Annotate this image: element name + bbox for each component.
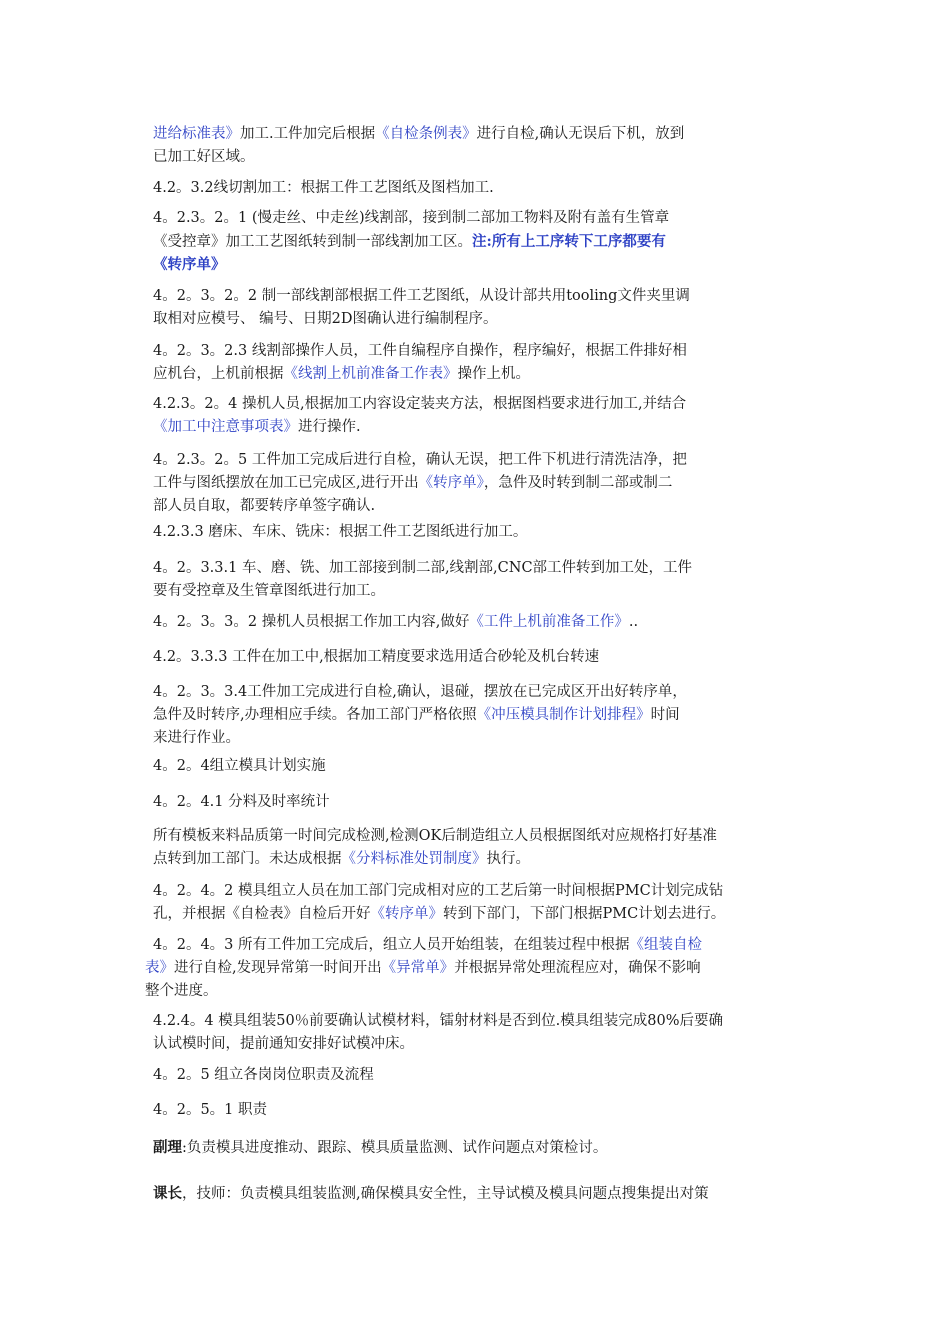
role-label: 课长	[153, 1185, 182, 1202]
paragraph	[153, 791, 813, 814]
text-line	[153, 1136, 813, 1159]
text-line	[153, 308, 813, 331]
text-run: 4。2。3。3。2 操机人员根据工作加工内容,做好	[153, 614, 470, 630]
text-run: ，技师：负责模具组装监测,确保模具安全性，主导试模及模具问题点搜集提出对策	[182, 1186, 709, 1202]
text-run: 加工.工件加完后根据	[240, 126, 376, 142]
text-line	[153, 903, 813, 926]
paragraph	[153, 646, 813, 669]
text-line	[145, 980, 813, 1003]
text-line	[153, 207, 813, 230]
paragraph	[153, 1010, 813, 1056]
text-run: 4.2。3.2线切割加工：根据工件工艺图纸及图档加工.	[153, 180, 494, 196]
text-run: 《受控章》加工工艺图纸转到制一部线割加工区。	[153, 234, 472, 250]
paragraph	[153, 681, 813, 750]
text-run: 4。2。3。3.4工件加工完成进行自检,确认，退碰，摆放在已完成区开出好转序单，	[153, 684, 687, 700]
text-run: 4。2。4.1 分料及时率统计	[153, 794, 330, 810]
text-run: 4.2.4。4 模具组装50％前要确认试模材料，镭射材料是否到位.模具组装完成80%后要确	[153, 1013, 724, 1029]
text-run: 并根据异常处理流程应对，确保不影响	[454, 960, 701, 976]
text-line	[153, 340, 813, 363]
text-run: :负责模具进度推动、跟踪、模具质量监测、试作问题点对策检讨。	[182, 1140, 608, 1156]
paragraph	[145, 934, 813, 1003]
text-run: 取相对应模号、 编号、日期2D图确认进行编制程序。	[153, 311, 498, 327]
paragraph	[153, 393, 813, 439]
text-run: 进行自检,发现异常第一时间开出	[174, 960, 382, 976]
form-reference: 《分料标准处罚制度》	[341, 851, 487, 867]
text-line	[153, 253, 813, 276]
paragraph	[153, 825, 813, 871]
text-run: 时间	[650, 707, 680, 723]
text-line	[153, 285, 813, 308]
text-line	[153, 791, 813, 814]
text-run: 所有模板来料品质第一时间完成检测,检测OK后制造组立人员根据图纸对应规格打好基准	[153, 828, 717, 844]
text-line	[153, 123, 813, 146]
text-line	[153, 1033, 813, 1056]
text-run: 4。2。3.3.1 车、磨、铣、加工部接到制二部,线割部,CNC部工件转到加工处，工件	[153, 560, 693, 576]
text-line	[153, 557, 813, 580]
text-run: 4。2。5。1 职责	[153, 1102, 268, 1118]
paragraph	[153, 285, 813, 331]
text-line	[145, 957, 813, 980]
text-run: 转到下部门，下部门根据PMC计划去进行。	[443, 906, 726, 922]
text-line	[153, 177, 813, 200]
text-line	[153, 363, 813, 386]
text-run: 点转到加工部门。未达成根据	[153, 851, 342, 867]
paragraph	[153, 755, 813, 778]
text-run: 来进行作业。	[153, 730, 240, 746]
paragraph	[153, 557, 813, 603]
text-run: 工件与图纸摆放在加工已完成区,进行开出	[153, 475, 419, 491]
form-reference: 《异常单》	[381, 960, 455, 976]
text-run: 孔，并根据《自检表》自检后开好	[153, 906, 371, 922]
text-run: 4。2。3。2。2 制一部线割部根据工件工艺图纸，从设计部共用tooling文件夹里调	[153, 288, 690, 304]
text-line	[153, 755, 813, 778]
text-run: 要有受控章及生管章图纸进行加工。	[153, 583, 385, 599]
paragraph	[153, 1182, 813, 1205]
paragraph	[153, 207, 813, 276]
paragraph	[153, 177, 813, 200]
text-run: 4.2。3.3.3 工件在加工中,根据加工精度要求选用适合砂轮及机台转速	[153, 649, 600, 665]
form-reference: 《线割上机前准备工作表》	[283, 366, 458, 382]
text-line	[153, 580, 813, 603]
text-line	[153, 934, 813, 957]
text-run: 4。2。4组立模具计划实施	[153, 758, 326, 774]
paragraph	[153, 449, 813, 518]
text-line	[153, 1099, 813, 1122]
form-reference: 《转序单》	[153, 256, 226, 273]
text-run: 4.2.3。2。4 操机人员,根据加工内容设定装夹方法，根据图档要求进行加工,并结合	[153, 396, 687, 412]
text-run: 应机台，上机前根据	[153, 366, 284, 382]
text-line	[153, 393, 813, 416]
text-run: 4。2.3。2。1 (慢走丝、中走丝)线割部，接到制二部加工物料及附有盖有生管章	[153, 210, 670, 226]
text-line	[153, 646, 813, 669]
text-run: 4。2。4。2 模具组立人员在加工部门完成相对应的工艺后第一时间根据PMC计划完成钻	[153, 883, 724, 899]
text-line	[153, 880, 813, 903]
text-run: 整个进度。	[145, 983, 218, 999]
text-run: 操作上机。	[457, 366, 530, 382]
text-line	[153, 825, 813, 848]
text-line	[153, 472, 813, 495]
form-reference: 《转序单》	[418, 475, 484, 491]
form-reference: 《组装自检	[629, 937, 703, 953]
paragraph	[153, 1064, 813, 1087]
text-run: 已加工好区域。	[153, 149, 255, 165]
paragraph	[153, 1136, 813, 1159]
paragraph	[153, 611, 813, 634]
text-line	[153, 1010, 813, 1033]
paragraph	[153, 123, 813, 169]
text-line	[153, 848, 813, 871]
paragraph	[153, 521, 813, 544]
text-line	[153, 230, 813, 253]
text-run: 部人员自取，都要转序单签字确认.	[153, 498, 376, 514]
form-reference: 《自检条例表》	[375, 126, 477, 142]
paragraph	[153, 880, 813, 926]
text-line	[153, 704, 813, 727]
form-reference: 《加工中注意事项表》	[153, 419, 298, 435]
text-run: 4。2.3。2。5 工件加工完成后进行自检，确认无误，把工件下机进行清洗洁净，把	[153, 452, 687, 468]
text-line	[153, 146, 813, 169]
form-reference: 《工件上机前准备工作》	[469, 614, 629, 630]
form-reference: 表》	[145, 960, 174, 976]
text-run: 进行自检,确认无误后下机，放到	[476, 126, 685, 142]
text-run: ..	[628, 614, 639, 630]
text-line	[153, 1064, 813, 1087]
text-run: 4。2。5 组立各岗岗位职责及流程	[153, 1067, 374, 1083]
text-run: 执行。	[486, 851, 530, 867]
paragraph	[153, 1099, 813, 1122]
text-line	[153, 727, 813, 750]
text-run: 进行操作.	[298, 419, 361, 435]
text-run: 急件及时转序,办理相应手续。各加工部门严格依照	[153, 707, 477, 723]
text-line	[153, 611, 813, 634]
form-reference: 《冲压模具制作计划排程》	[476, 707, 651, 723]
form-reference: 进给标准表》	[153, 126, 240, 142]
text-line	[153, 449, 813, 472]
text-line	[153, 681, 813, 704]
form-reference: 《转序单》	[370, 906, 443, 922]
text-run: ，急件及时转到制二部或制二	[483, 475, 673, 491]
text-run: 4。2。4。3 所有工件加工完成后，组立人员开始组装，在组装过程中根据	[153, 937, 630, 953]
text-line	[153, 416, 813, 439]
text-run: 4。2。3。2.3 线割部操作人员，工件自编程序自操作，程序编好，根据工件排好相	[153, 343, 687, 359]
text-line	[153, 1182, 813, 1205]
form-reference: 注:所有上工序转下工序都要有	[472, 233, 666, 250]
text-line	[153, 521, 813, 544]
text-run: 4.2.3.3 磨床、车床、铣床：根据工件工艺图纸进行加工。	[153, 524, 528, 540]
text-run: 认试模时间，提前通知安排好试模冲床。	[153, 1036, 414, 1052]
paragraph	[153, 340, 813, 386]
role-label: 副理	[153, 1139, 182, 1156]
text-line	[153, 495, 813, 518]
